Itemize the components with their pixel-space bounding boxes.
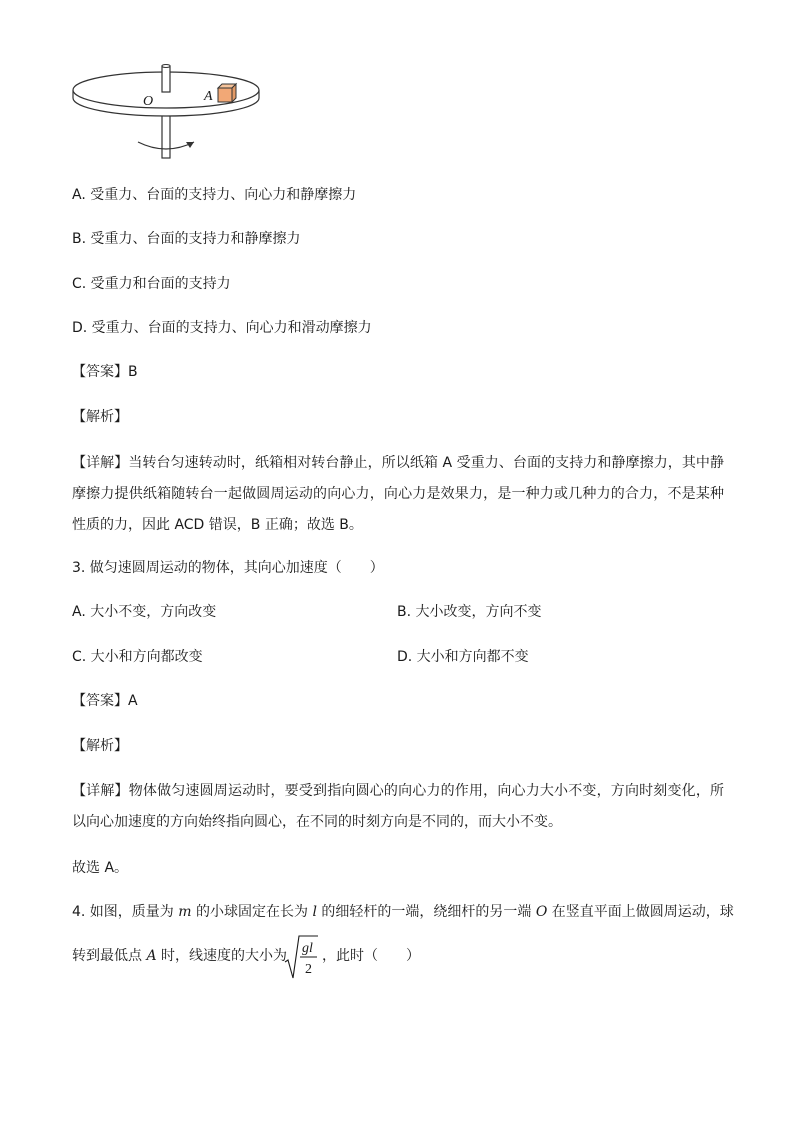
- q4-stem-text: 在竖直平面上做圆周运动，球: [547, 904, 734, 920]
- q2-answer: [72, 362, 138, 382]
- q4-var-a: A: [146, 948, 157, 964]
- q3-answer: [72, 691, 138, 711]
- q2-option-a: A. 受重力、台面的支持力、向心力和静摩擦力: [72, 187, 357, 203]
- q4-stem-text: 时，线速度的大小为: [156, 948, 288, 964]
- axle-top: [162, 65, 170, 68]
- box-a-side: [232, 84, 236, 102]
- q3-stem: 3. 做匀速圆周运动的物体，其向心加速度（ ）: [72, 560, 384, 576]
- q4-stem-end: ，此时（ ）: [322, 948, 420, 964]
- q4-stem-text: 的小球固定在长为: [191, 904, 313, 920]
- q3-analysis-tag: 【解析】: [72, 738, 128, 754]
- q3-option-d: D. 大小和方向都不变: [397, 649, 529, 665]
- frac-numerator: gl: [302, 941, 313, 956]
- q4-var-o: O: [535, 904, 548, 920]
- q2-detail-text: 当转台匀速转动时，纸箱相对转台静止，所以纸箱 A 受重力、台面的支持力和静摩擦力，其中静摩擦力提供纸箱随转台一起做圆周运动的向心力，向心力是效果力，是一种力或几种力的合力，不是某种性质的力，因此 ACD 错误，B 正确；故选 B。: [72, 455, 724, 533]
- sqrt-formula: [284, 934, 318, 980]
- q2-detail: [72, 448, 724, 541]
- q3-option-a: A. 大小不变，方向改变: [72, 604, 217, 620]
- label-a: A: [204, 89, 213, 104]
- q3-option-b: B. 大小改变，方向不变: [397, 604, 542, 620]
- q2-analysis-tag: 【解析】: [72, 409, 128, 425]
- q4-stem-text: 4. 如图，质量为: [72, 904, 179, 920]
- axle-upper: [162, 66, 170, 92]
- q4-var-l: l: [312, 904, 317, 920]
- q4-stem-text: 转到最低点: [72, 948, 147, 964]
- q3-conclusion: 故选 A。: [72, 860, 129, 876]
- label-o: O: [143, 94, 154, 109]
- q2-answer-tag: 【答案】: [72, 364, 128, 380]
- q2-option-d: D. 受重力、台面的支持力、向心力和滑动摩擦力: [72, 320, 372, 336]
- q4-stem-line2: [72, 946, 287, 966]
- q2-answer-value: B: [128, 364, 138, 380]
- q4-var-m: m: [178, 904, 192, 920]
- q3-detail-text: 物体做匀速圆周运动时，要受到指向圆心的向心力的作用，向心力大小不变，方向时刻变化，所以向心加速度的方向始终指向圆心，在不同的时刻方向是不同的，而大小不变。: [72, 783, 725, 830]
- q3-answer-tag: 【答案】: [72, 693, 128, 709]
- turntable-figure: [66, 60, 266, 160]
- frac-denominator: 2: [305, 962, 312, 977]
- q2-option-c: C. 受重力和台面的支持力: [72, 276, 231, 292]
- q3-answer-value: A: [128, 693, 138, 709]
- q3-option-c: C. 大小和方向都改变: [72, 649, 203, 665]
- q4-stem-text: 的细轻杆的一端，绕细杆的另一端: [316, 904, 536, 920]
- q3-detail: [72, 776, 724, 838]
- q2-option-b: B. 受重力、台面的支持力和静摩擦力: [72, 231, 301, 247]
- q2-detail-tag: 【详解】: [72, 455, 129, 471]
- box-a-front: [218, 88, 232, 102]
- q3-detail-tag: 【详解】: [72, 783, 129, 799]
- q4-stem-line1: [72, 902, 734, 922]
